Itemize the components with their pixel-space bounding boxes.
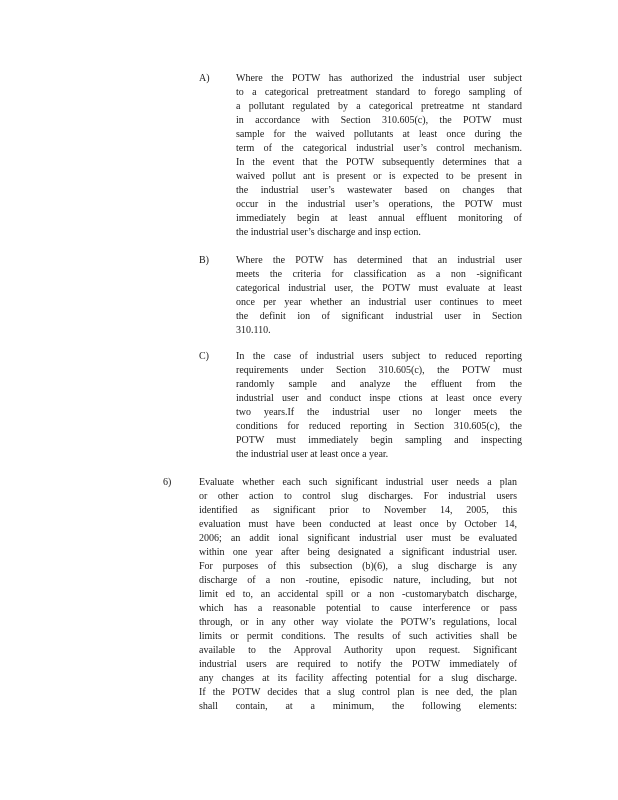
paragraph-b-text <box>236 254 522 338</box>
paragraph-a-line-12: the industrial user’s discharge and insp ection. <box>236 227 421 238</box>
paragraph-c-line-6: conditions for reduced reporting in Section 310.605(c), the <box>236 421 522 432</box>
paragraph-6-line-4: evaluation must have been conducted at least once by October 14, <box>199 519 517 530</box>
paragraph-b-line-2: meets the criteria for classification as a non -significant <box>236 269 522 280</box>
paragraph-a-line-2: to a categorical pretreatment standard to forego sampling of <box>236 87 522 98</box>
paragraph-b-label: B) <box>199 255 209 266</box>
paragraph-c-line-2: requirements under Section 310.605(c), the POTW must <box>236 365 522 376</box>
paragraph-6-label: 6) <box>163 477 172 488</box>
paragraph-b-line-6: 310.110. <box>236 325 271 336</box>
paragraph-a-line-7: In the event that the POTW subsequently determines that a <box>236 157 522 168</box>
paragraph-6-text <box>199 476 517 714</box>
paragraph-c-label: C) <box>199 351 209 362</box>
paragraph-c-line-5: two years.If the industrial user no longer meets the <box>236 407 522 418</box>
paragraph-a-label: A) <box>199 73 210 84</box>
paragraph-a-line-1: Where the POTW has authorized the industrial user subject <box>236 73 522 84</box>
paragraph-6-line-7: For purposes of this subsection (b)(6), a slug discharge is any <box>199 561 517 572</box>
paragraph-c-line-3: randomly sample and analyze the effluent from the <box>236 379 522 390</box>
paragraph-a-line-5: sample for the waived pollutants at least once during the <box>236 129 522 140</box>
paragraph-6-line-1: Evaluate whether each such significant industrial user needs a plan <box>199 477 517 488</box>
paragraph-a-line-3: a pollutant regulated by a categorical pretreatme nt standard <box>236 101 522 112</box>
paragraph-6-line-6: within one year after being designated a significant industrial user. <box>199 547 517 558</box>
paragraph-6-line-10: which has a reasonable potential to cause interference or pass <box>199 603 517 614</box>
paragraph-6-line-14: industrial users are required to notify the POTW immediately of <box>199 659 517 670</box>
paragraph-b-line-3: categorical industrial user, the POTW must evaluate at least <box>236 283 522 294</box>
paragraph-6-line-17: shall contain, at a minimum, the following elements: <box>199 701 517 712</box>
paragraph-b-line-4: once per year whether an industrial user continues to meet <box>236 297 522 308</box>
paragraph-a-line-4: in accordance with Section 310.605(c), the POTW must <box>236 115 522 126</box>
paragraph-6-line-8: discharge of a non -routine, episodic nature, including, but not <box>199 575 517 586</box>
paragraph-a-text <box>236 72 522 240</box>
paragraph-6-line-13: available to the Approval Authority upon request. Significant <box>199 645 517 656</box>
paragraph-6-line-15: any changes at its facility affecting potential for a slug discharge. <box>199 673 517 684</box>
paragraph-a-line-6: term of the categorical industrial user’s control mechanism. <box>236 143 522 154</box>
paragraph-6-line-5: 2006; an addit ional significant industrial user must be evaluated <box>199 533 517 544</box>
paragraph-a-line-9: the industrial user’s wastewater based on changes that <box>236 185 522 196</box>
paragraph-6-line-16: If the POTW decides that a slug control plan is nee ded, the plan <box>199 687 517 698</box>
paragraph-6-line-9: limit ed to, an accidental spill or a non -customarybatch discharge, <box>199 589 517 600</box>
paragraph-c-line-8: the industrial user at least once a year. <box>236 449 389 460</box>
paragraph-b-line-1: Where the POTW has determined that an industrial user <box>236 255 522 266</box>
paragraph-6-line-11: through, or in any other way violate the POTW’s regulations, local <box>199 617 517 628</box>
paragraph-6-line-3: identified as significant prior to November 14, 2005, this <box>199 505 517 516</box>
paragraph-a-line-8: waived pollut ant is present or is expected to be present in <box>236 171 522 182</box>
paragraph-c-line-1: In the case of industrial users subject to reduced reporting <box>236 351 522 362</box>
paragraph-a-line-10: occur in the industrial user’s operations, the POTW must <box>236 199 522 210</box>
paragraph-c-text <box>236 350 522 462</box>
paragraph-c-line-7: POTW must immediately begin sampling and inspecting <box>236 435 522 446</box>
paragraph-b-line-5: the definit ion of significant industrial user in Section <box>236 311 522 322</box>
paragraph-6-line-12: limits or permit conditions. The results of such activities shall be <box>199 631 517 642</box>
paragraph-a-line-11: immediately begin at least annual effluent monitoring of <box>236 213 522 224</box>
paragraph-6-line-2: or other action to control slug discharges. For industrial users <box>199 491 517 502</box>
paragraph-c-line-4: industrial user and conduct inspe ctions at least once every <box>236 393 522 404</box>
